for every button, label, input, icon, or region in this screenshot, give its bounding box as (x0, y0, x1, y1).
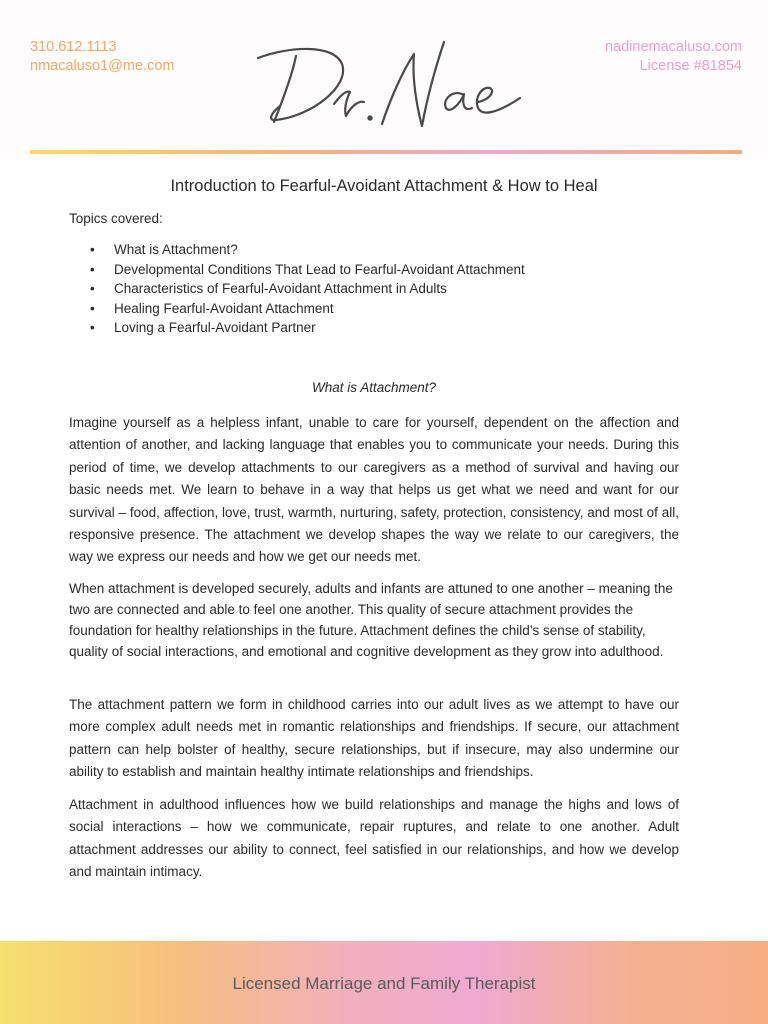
topics-label: Topics covered: (69, 211, 163, 226)
document-title: Introduction to Fearful-Avoidant Attachment & How to Heal (170, 177, 598, 195)
signature-mark (230, 20, 540, 140)
bullet-icon: • (90, 261, 95, 277)
bullet-icon: • (90, 281, 95, 297)
header-divider (30, 150, 742, 154)
bullet-icon: • (90, 242, 95, 257)
topic-label: Developmental Conditions That Lead to Fearful-Avoidant Attachment (114, 261, 525, 277)
email-address: nmacaluso1@me.com (30, 58, 175, 74)
contact-info (30, 38, 174, 76)
footer-banner (0, 941, 768, 1024)
body-paragraph: The attachment pattern we form in childhood carries into our adult lives as we attempt to have our more complex adult needs met in romantic relationships and friendships. If secure, our attachment pattern can help bolster of healthy, secure relationships, but if insecure, may also undermine our ability to establish and maintain healthy intimate relationships and friendships. (69, 697, 679, 780)
practice-info (605, 38, 742, 76)
topic-item (90, 318, 525, 338)
topics-list (90, 240, 525, 338)
topic-label: Healing Fearful-Avoidant Attachment (114, 300, 334, 316)
topic-item (90, 299, 525, 319)
footer-tagline: Licensed Marriage and Family Therapist (232, 974, 536, 993)
topic-label: Loving a Fearful-Avoidant Partner (114, 320, 316, 336)
signature-logo (230, 20, 540, 140)
phone-number: 310.612.1113 (30, 39, 117, 55)
letterhead (0, 0, 768, 158)
license-number: License #81854 (639, 58, 742, 74)
topic-item (90, 279, 525, 299)
body-paragraph: Imagine yourself as a helpless infant, unable to care for yourself, dependent on the affection and attention of another, and lacking language that enables you to communicate your needs. During this period of time, we develop attachments to our caregivers as a method of survival and having our basic needs met. We learn to behave in a way that helps us get what we need and want for our survival – food, affection, love, trust, warmth, nurturing, safety, protection, consistency, and most of all, responsive presence. The attachment we develop shapes the way we relate to our caregivers, the way we express our needs and how we get our needs met. (69, 415, 679, 565)
bullet-icon: • (90, 320, 95, 336)
topic-item (90, 240, 525, 260)
bullet-icon: • (90, 300, 95, 316)
body-paragraph: Attachment in adulthood influences how we build relationships and manage the highs and lows of social interactions – how we communicate, repair ruptures, and relate to one another. Adult attachment addresses our ability to connect, feel satisfied in our relationships, and how we develop and maintain intimacy. (69, 797, 679, 880)
topic-label: What is Attachment? (114, 242, 238, 257)
website-link[interactable]: nadinemacaluso.com (604, 39, 742, 55)
topic-label: Characteristics of Fearful-Avoidant Attachment in Adults (114, 281, 447, 297)
topic-item (90, 260, 525, 280)
section-heading: What is Attachment? (311, 380, 437, 395)
body-paragraph: When attachment is developed securely, adults and infants are attuned to one another – meaning the two are connected and able to feel one another. This quality of secure attachment provides the foundation for healthy relationships in the future. Attachment defines the child’s sense of stability, quality of social interactions, and emotional and cognitive development as they grow into adulthood. (69, 581, 673, 659)
